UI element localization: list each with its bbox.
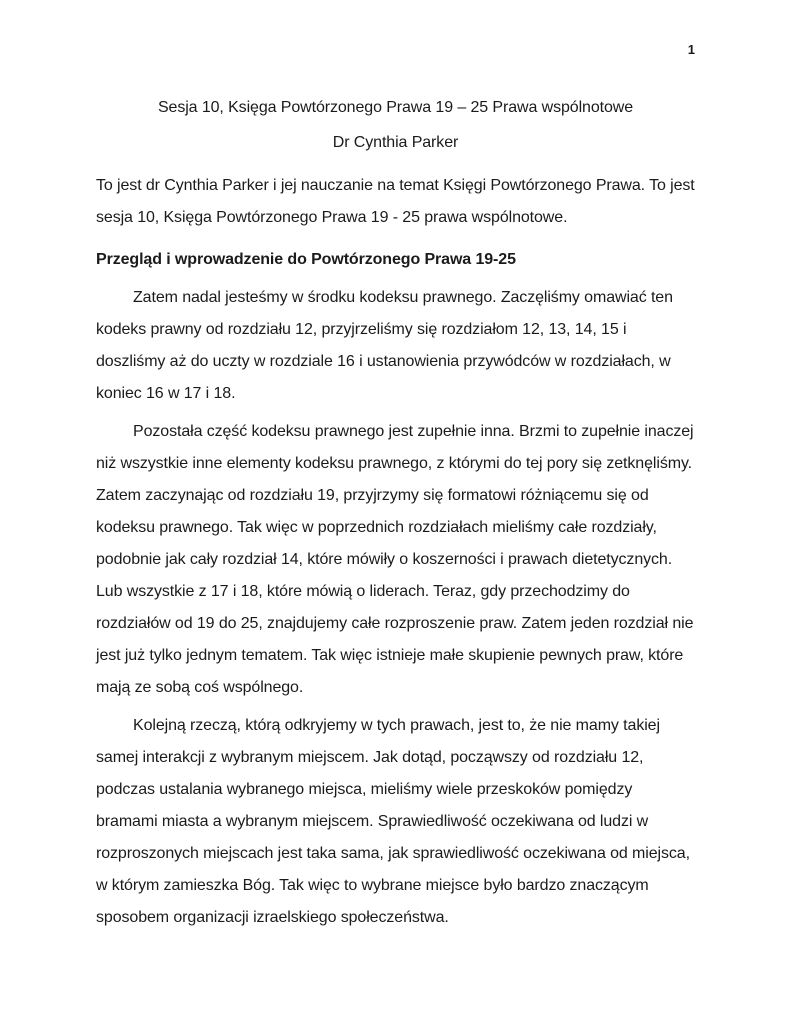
page-number: 1 — [687, 42, 695, 57]
document-content — [96, 90, 695, 934]
document-author: Dr Cynthia Parker — [332, 134, 459, 151]
section-heading: Przegląd i wprowadzenie do Powtórzonego Prawa 19-25 — [96, 251, 516, 268]
body-paragraph-3: Kolejną rzeczą, którą odkryjemy w tych prawach, jest to, że nie mamy takiej samej interakcji z wybranym miejscem. Jak dotąd, począwszy od rozdziału 12, podczas ustalania wybranego miejsca, mieliśmy wiele przeskoków pomiędzy bramami miasta a wybranym miejscem. Sprawiedliwość oczekiwana od ludzi w rozproszonych miejscach jest taka sama, jak sprawiedliwość oczekiwana od miejsca, w którym zamieszka Bóg. Tak więc to wybrane miejsce było bardzo znaczącym sposobem organizacji izraelskiego społeczeństwa. — [96, 717, 690, 926]
body-paragraph-2: Pozostała część kodeksu prawnego jest zupełnie inna. Brzmi to zupełnie inaczej niż wszystkie inne elementy kodeksu prawnego, z którymi do tej pory się zetknęliśmy. Zatem zaczynając od rozdziału 19, przyjrzymy się formatowi różniącemu się od kodeksu prawnego. Tak więc w poprzednich rozdziałach mieliśmy całe rozdziały, podobnie jak cały rozdział 14, które mówiły o koszerności i prawach dietetycznych. Lub wszystkie z 17 i 18, które mówią o liderach. Teraz, gdy przechodzimy do rozdziałów od 19 do 25, znajdujemy całe rozproszenie praw. Zatem jeden rozdział nie jest już tylko jednym tematem. Tak więc istnieje małe skupienie pewnych praw, które mają ze sobą coś wspólnego. — [96, 423, 694, 696]
document-title: Sesja 10, Księga Powtórzonego Prawa 19 – 25 Prawa wspólnotowe — [157, 99, 634, 116]
body-paragraph-1: Zatem nadal jesteśmy w środku kodeksu prawnego. Zaczęliśmy omawiać ten kodeks prawny od rozdziału 12, przyjrzeliśmy się rozdziałom 12, 13, 14, 15 i doszliśmy aż do uczty w rozdziale 16 i ustanowienia przywódców w rozdziałach, w koniec 16 w 17 i 18. — [96, 289, 673, 402]
intro-paragraph: To jest dr Cynthia Parker i jej nauczanie na temat Księgi Powtórzonego Prawa. To jest sesja 10, Księga Powtórzonego Prawa 19 - 25 prawa wspólnotowe. — [96, 177, 695, 226]
